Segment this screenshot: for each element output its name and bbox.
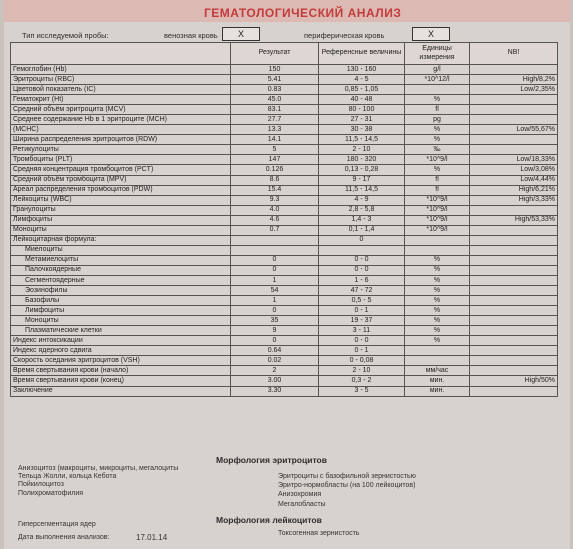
reference-range: 1 - 6 — [319, 275, 405, 285]
parameter-name: Время свертывания крови (начало) — [11, 366, 231, 376]
result-value: 27.7 — [231, 115, 319, 125]
reference-range: 3 - 5 — [319, 386, 405, 396]
parameter-name: Лимфоциты — [11, 306, 231, 316]
nb-flag — [470, 145, 558, 155]
date-label: Дата выполнения анализов: — [18, 534, 110, 541]
column-header — [11, 43, 231, 65]
result-value: 13.3 — [231, 125, 319, 135]
table-row — [11, 296, 558, 306]
table-row — [11, 255, 558, 265]
unit: % — [405, 165, 470, 175]
table-row — [11, 326, 558, 336]
result-value: 0.64 — [231, 346, 319, 356]
nb-flag — [470, 265, 558, 275]
parameter-name: Метамиелоциты — [11, 255, 231, 265]
parameter-name: Лейкоциты (WBC) — [11, 195, 231, 205]
table-row — [11, 346, 558, 356]
unit: % — [405, 95, 470, 105]
parameter-name: Гранулоциты — [11, 205, 231, 215]
reference-range: 27 - 31 — [319, 115, 405, 125]
unit: % — [405, 326, 470, 336]
table-row — [11, 366, 558, 376]
table-row — [11, 215, 558, 225]
ery-left-1: Анизоцитоз (макроциты, микроциты, мегалоциты — [18, 465, 179, 472]
reference-range: 9 - 17 — [319, 175, 405, 185]
parameter-name: Время свертывания крови (конец) — [11, 376, 231, 386]
unit: % — [405, 286, 470, 296]
result-value: 0 — [231, 255, 319, 265]
reference-range — [319, 245, 405, 255]
parameter-name: Цветовой показатель (IC) — [11, 85, 231, 95]
table-row — [11, 65, 558, 75]
table-row — [11, 165, 558, 175]
nb-flag: Low/3,08% — [470, 165, 558, 175]
reference-range: 0 - 0,08 — [319, 356, 405, 366]
reference-range: 0,1 - 1,4 — [319, 225, 405, 235]
parameter-name: Гематокрит (Ht) — [11, 95, 231, 105]
nb-flag — [470, 115, 558, 125]
parameter-name: Моноциты — [11, 316, 231, 326]
unit: мм/час — [405, 366, 470, 376]
nb-flag — [470, 235, 558, 245]
result-value: 0 — [231, 336, 319, 346]
table-row — [11, 245, 558, 255]
reference-range: 11,5 - 14,5 — [319, 135, 405, 145]
table-row — [11, 75, 558, 85]
nb-flag — [470, 336, 558, 346]
nb-flag — [470, 275, 558, 285]
result-value: 3.30 — [231, 386, 319, 396]
result-value: 0.7 — [231, 225, 319, 235]
nb-flag: Low/2,35% — [470, 85, 558, 95]
reference-range: 3 - 11 — [319, 326, 405, 336]
nb-flag — [470, 386, 558, 396]
table-row — [11, 155, 558, 165]
ery-left-2: Тельца Жолли, кольца Кебота — [18, 473, 117, 480]
reference-range: 1,4 - 3 — [319, 215, 405, 225]
result-value: 0.02 — [231, 356, 319, 366]
reference-range: 0,3 - 2 — [319, 376, 405, 386]
report-title: ГЕМАТОЛОГИЧЕСКИЙ АНАЛИЗ — [204, 6, 402, 20]
reference-range: 180 - 320 — [319, 155, 405, 165]
result-value: 5 — [231, 145, 319, 155]
table-row — [11, 306, 558, 316]
unit: g/l — [405, 65, 470, 75]
result-value — [231, 245, 319, 255]
table-row — [11, 175, 558, 185]
leu-left-1: Гиперсегментация ядер — [18, 521, 96, 528]
result-value: 147 — [231, 155, 319, 165]
ery-left-4: Полихроматофилия — [18, 490, 84, 497]
unit — [405, 356, 470, 366]
result-value: 4.0 — [231, 205, 319, 215]
result-value: 45.0 — [231, 95, 319, 105]
table-row — [11, 145, 558, 155]
reference-range: 0 - 1 — [319, 306, 405, 316]
parameter-name: Ширина распределения эритроцитов (RDW) — [11, 135, 231, 145]
reference-range: 130 - 160 — [319, 65, 405, 75]
result-value: 35 — [231, 316, 319, 326]
parameter-name: Средний объём тромбоцита (MPV) — [11, 175, 231, 185]
reference-range: 30 - 38 — [319, 125, 405, 135]
table-row — [11, 265, 558, 275]
result-value: 15.4 — [231, 185, 319, 195]
parameter-name: Эозинофилы — [11, 286, 231, 296]
reference-range: 0 - 0 — [319, 336, 405, 346]
nb-flag — [470, 65, 558, 75]
nb-flag — [470, 356, 558, 366]
nb-flag — [470, 306, 558, 316]
parameter-name: Палочкоядерные — [11, 265, 231, 275]
result-value: 1 — [231, 275, 319, 285]
parameter-name: Базофилы — [11, 296, 231, 306]
leu-right-1: Токсогенная зернистость — [278, 530, 360, 537]
result-value: 83.1 — [231, 105, 319, 115]
nb-flag — [470, 296, 558, 306]
nb-flag — [470, 225, 558, 235]
reference-range: 0 - 0 — [319, 255, 405, 265]
ery-left-3: Пойкилоцитоз — [18, 481, 64, 488]
parameter-name: Миелоциты — [11, 245, 231, 255]
parameter-name: Ретикулоциты — [11, 145, 231, 155]
unit: % — [405, 296, 470, 306]
result-value: 0.83 — [231, 85, 319, 95]
table-row — [11, 286, 558, 296]
parameter-name: Индекс интоксикации — [11, 336, 231, 346]
column-header: NB! — [470, 43, 558, 65]
sample-type-label: Тип исследуемой пробы: — [22, 31, 109, 40]
ery-right-2: Эритро-нормобласты (на 100 лейкоцитов) — [278, 482, 416, 489]
nb-flag: High/3,33% — [470, 195, 558, 205]
nb-flag: High/6,21% — [470, 185, 558, 195]
result-value: 54 — [231, 286, 319, 296]
nb-flag: High/53,33% — [470, 215, 558, 225]
unit: *10^9/l — [405, 155, 470, 165]
result-value: 4.6 — [231, 215, 319, 225]
lab-report-sheet — [4, 0, 570, 549]
table-row — [11, 386, 558, 396]
result-value: 0 — [231, 306, 319, 316]
reference-range: 2 - 10 — [319, 145, 405, 155]
parameter-name: Скорость оседания эритроцитов (VSH) — [11, 356, 231, 366]
reference-range: 40 - 48 — [319, 95, 405, 105]
reference-range: 0 — [319, 235, 405, 245]
table-row — [11, 105, 558, 115]
result-value: 0.126 — [231, 165, 319, 175]
nb-flag — [470, 135, 558, 145]
parameter-name: Заключение — [11, 386, 231, 396]
column-header: Референсные величины — [319, 43, 405, 65]
parameter-name: Средняя концентрация тромбоцитов (PCT) — [11, 165, 231, 175]
unit: pg — [405, 115, 470, 125]
result-value: 150 — [231, 65, 319, 75]
unit: *10^12/l — [405, 75, 470, 85]
result-value: 3.00 — [231, 376, 319, 386]
ery-right-3: Анизохромия — [278, 491, 322, 498]
table-row — [11, 185, 558, 195]
peripheral-label: периферическая кровь — [304, 31, 385, 40]
unit — [405, 245, 470, 255]
nb-flag — [470, 205, 558, 215]
table-row — [11, 205, 558, 215]
table-row — [11, 125, 558, 135]
parameter-name: Лимфоциты — [11, 215, 231, 225]
venous-checkbox[interactable]: X — [222, 27, 260, 41]
reference-range: 0 - 1 — [319, 346, 405, 356]
result-value: 1 — [231, 296, 319, 306]
column-header: Единицы измерения — [405, 43, 470, 65]
venous-label: венозная кровь — [164, 31, 218, 40]
parameter-name: Ареал распределения тромбоцитов (PDW) — [11, 185, 231, 195]
table-row — [11, 356, 558, 366]
nb-flag: Low/4,44% — [470, 175, 558, 185]
nb-flag: Low/18,33% — [470, 155, 558, 165]
unit: ‰ — [405, 145, 470, 155]
unit: % — [405, 265, 470, 275]
unit: fl — [405, 185, 470, 195]
reference-range: 4 - 5 — [319, 75, 405, 85]
reference-range: 47 - 72 — [319, 286, 405, 296]
column-header: Результат — [231, 43, 319, 65]
unit: *10^9/l — [405, 195, 470, 205]
result-value: 14.1 — [231, 135, 319, 145]
table-row — [11, 115, 558, 125]
reference-range: 4 - 9 — [319, 195, 405, 205]
result-value: 0 — [231, 265, 319, 275]
unit: % — [405, 316, 470, 326]
nb-flag — [470, 366, 558, 376]
reference-range: 11,5 - 14,5 — [319, 185, 405, 195]
unit: % — [405, 135, 470, 145]
nb-flag — [470, 105, 558, 115]
nb-flag — [470, 95, 558, 105]
leukocyte-morphology-title: Морфология лейкоцитов — [216, 515, 322, 525]
result-value: 9 — [231, 326, 319, 336]
result-value: 8.6 — [231, 175, 319, 185]
nb-flag: High/50% — [470, 376, 558, 386]
parameter-name: Лейкоцитарная формула: — [11, 235, 231, 245]
result-value — [231, 235, 319, 245]
unit: мин. — [405, 386, 470, 396]
results-table — [10, 42, 558, 397]
reference-range: 0 - 0 — [319, 265, 405, 275]
table-row — [11, 376, 558, 386]
parameter-name: Тромбоциты (PLT) — [11, 155, 231, 165]
reference-range: 0,85 - 1,05 — [319, 85, 405, 95]
unit: мин. — [405, 376, 470, 386]
unit: fl — [405, 105, 470, 115]
result-value: 5.41 — [231, 75, 319, 85]
parameter-name: Гемоглобин (Hb) — [11, 65, 231, 75]
unit: % — [405, 336, 470, 346]
reference-range: 0,13 - 0,28 — [319, 165, 405, 175]
nb-flag — [470, 286, 558, 296]
parameter-name: Сегментоядерные — [11, 275, 231, 285]
parameter-name: Средний объём эритроцита (MCV) — [11, 105, 231, 115]
result-value: 9.3 — [231, 195, 319, 205]
unit — [405, 235, 470, 245]
reference-range: 19 - 37 — [319, 316, 405, 326]
parameter-name: Индекс ядерного сдвига — [11, 346, 231, 356]
table-row — [11, 316, 558, 326]
peripheral-checkbox[interactable]: X — [412, 27, 450, 41]
unit: *10^9/l — [405, 205, 470, 215]
table-row — [11, 225, 558, 235]
unit — [405, 85, 470, 95]
table-row — [11, 195, 558, 205]
table-header-row — [11, 43, 558, 65]
nb-flag: Low/55,67% — [470, 125, 558, 135]
table-row — [11, 85, 558, 95]
table-row — [11, 135, 558, 145]
reference-range: 2,8 - 5,8 — [319, 205, 405, 215]
unit: fl — [405, 175, 470, 185]
table-row — [11, 275, 558, 285]
unit: % — [405, 275, 470, 285]
parameter-name: Эритроциты (RBC) — [11, 75, 231, 85]
unit: % — [405, 306, 470, 316]
nb-flag — [470, 346, 558, 356]
reference-range: 80 - 100 — [319, 105, 405, 115]
reference-range: 2 - 10 — [319, 366, 405, 376]
ery-right-4: Мегалобласты — [278, 501, 326, 508]
ery-right-1: Эритроциты с базофильной зернистостью — [278, 473, 416, 480]
parameter-name: (MCHC) — [11, 125, 231, 135]
nb-flag — [470, 245, 558, 255]
reference-range: 0,5 - 5 — [319, 296, 405, 306]
nb-flag — [470, 255, 558, 265]
table-row — [11, 95, 558, 105]
table-row — [11, 235, 558, 245]
unit: % — [405, 125, 470, 135]
parameter-name: Моноциты — [11, 225, 231, 235]
table-row — [11, 336, 558, 346]
unit — [405, 346, 470, 356]
unit: *10^9/l — [405, 215, 470, 225]
unit: *10^9/l — [405, 225, 470, 235]
date-value: 17.01.14 — [136, 533, 168, 542]
nb-flag — [470, 326, 558, 336]
result-value: 2 — [231, 366, 319, 376]
erythrocyte-morphology-title: Морфология эритроцитов — [216, 455, 327, 465]
parameter-name: Плазматические клетки — [11, 326, 231, 336]
nb-flag: High/8,2% — [470, 75, 558, 85]
parameter-name: Среднее содержание Hb в 1 эритроците (MCH) — [11, 115, 231, 125]
nb-flag — [470, 316, 558, 326]
unit: % — [405, 255, 470, 265]
